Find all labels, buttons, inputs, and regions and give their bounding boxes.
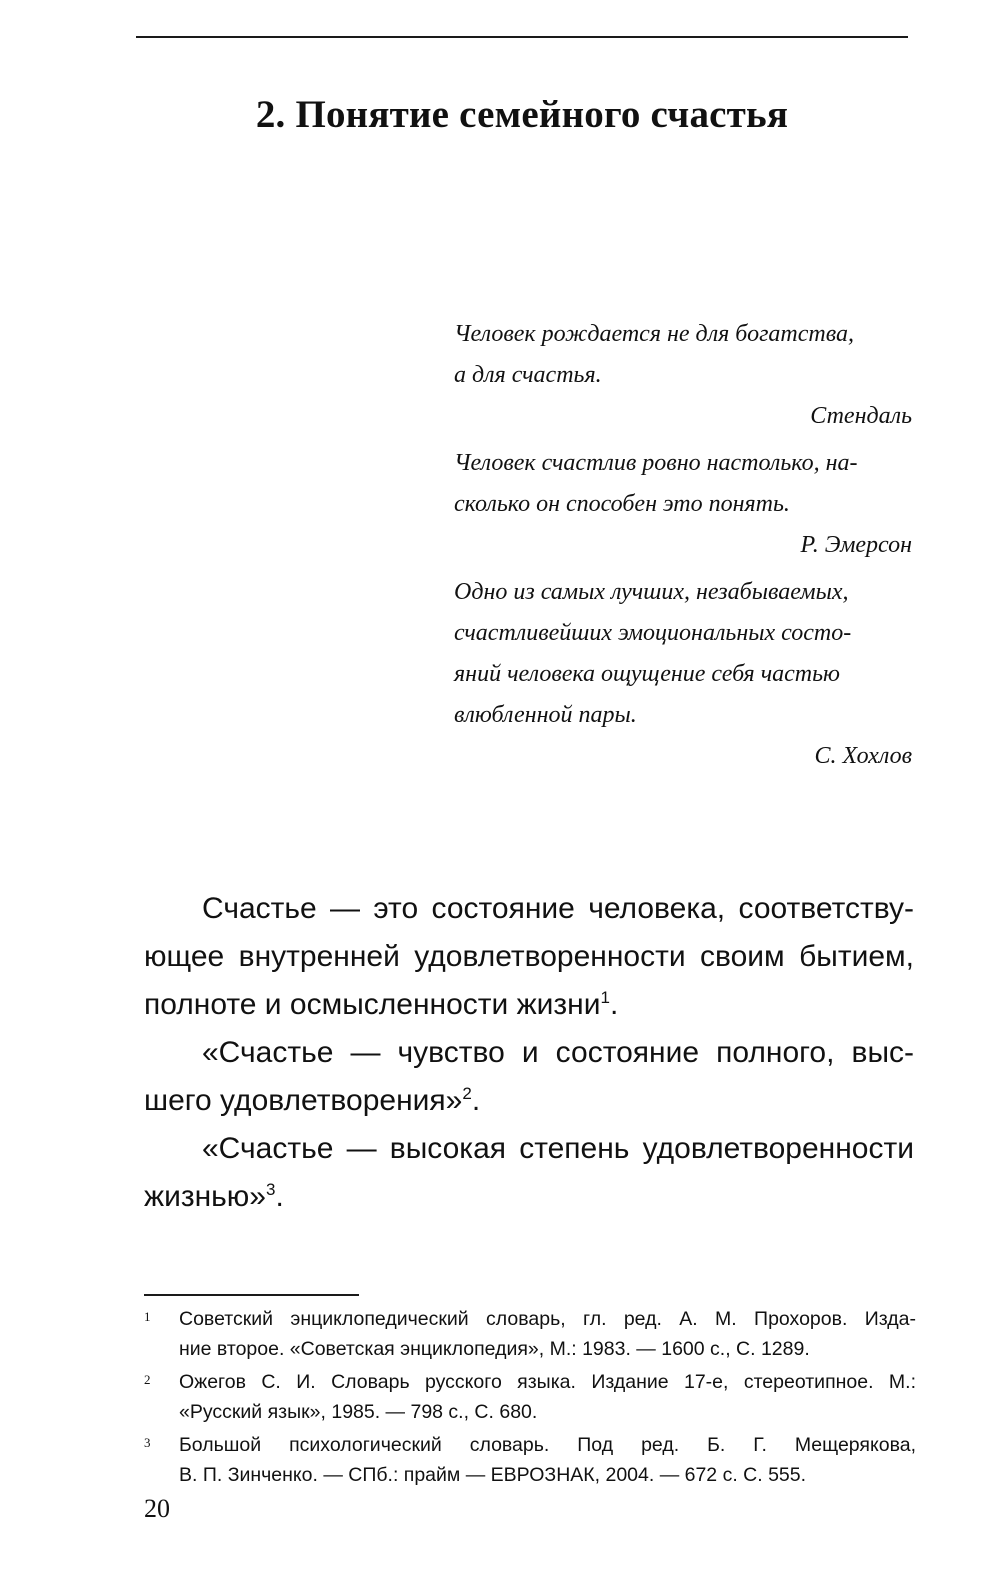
epigraph-author: Р. Эмерсон: [800, 532, 912, 558]
chapter-title: 2. Понятие семейного счастья: [255, 93, 789, 136]
paragraph-line: Счастье — это состояние человека, соответству-: [202, 892, 914, 925]
epigraph-author: Стендаль: [810, 403, 912, 429]
footnote-ref[interactable]: 3: [265, 1180, 276, 1199]
paragraph-line: ющее внутренней удовлетворенности своим бытием,: [144, 940, 914, 973]
footnote-line: Большой психологический словарь. Под ред. Б. Г. Мещерякова,: [179, 1434, 916, 1456]
footnote-rule: [144, 1294, 359, 1296]
paragraph-text: полноте и осмысленности жизни: [144, 988, 601, 1021]
footnote-line: Советский энциклопедический словарь, гл. ред. А. М. Прохоров. Изда-: [179, 1308, 916, 1330]
footnote-2: [144, 1367, 916, 1427]
epigraph-line: Одно из самых лучших, незабываемых,: [454, 579, 849, 605]
epigraph-emerson: [454, 443, 912, 566]
epigraph-line: счастливейших эмоциональных состо-: [454, 620, 852, 646]
footnote-line: ние второе. «Советская энциклопедия», М.: 1983. — 1600 с., С. 1289.: [179, 1338, 810, 1360]
epigraph-line: Человек рождается не для богатства,: [454, 321, 854, 347]
epigraph-khokhlov: [454, 572, 912, 777]
epigraph-author: С. Хохлов: [814, 743, 912, 769]
epigraph-line: сколько он способен это понять.: [454, 491, 790, 517]
paragraph: [144, 1029, 914, 1125]
footnote-marker: 2: [144, 1372, 151, 1387]
paragraph-tail: .: [609, 988, 619, 1021]
paragraph: [144, 885, 914, 1029]
paragraph-tail: .: [471, 1084, 481, 1117]
paragraph-tail: .: [275, 1180, 284, 1213]
footnote-line: Ожегов С. И. Словарь русского языка. Издание 17-е, стереотипное. М.:: [179, 1371, 916, 1393]
paragraph-line: «Счастье — чувство и состояние полного, выс-: [202, 1036, 914, 1069]
epigraph-line: яний человека ощущение себя частью: [454, 661, 840, 687]
epigraph-stendhal: [454, 314, 912, 437]
epigraph-line: Человек счастлив ровно настолько, на-: [454, 450, 858, 476]
epigraphs: [454, 314, 912, 783]
footnotes: [144, 1304, 916, 1493]
paragraph-text: шего удовлетворения»: [144, 1084, 463, 1117]
paragraph-line-last: [144, 1173, 914, 1221]
footnote-marker: 1: [144, 1309, 151, 1324]
header-rule: [136, 36, 908, 38]
paragraph: [144, 1125, 914, 1221]
footnote-marker: 3: [144, 1435, 151, 1450]
footnote-line: «Русский язык», 1985. — 798 с., С. 680.: [179, 1401, 538, 1423]
footnote-ref[interactable]: 1: [600, 988, 610, 1007]
epigraph-line: а для счастья.: [454, 362, 602, 388]
paragraph-line-last: [144, 981, 914, 1029]
page-number: 20: [144, 1494, 170, 1523]
paragraph-text: жизнью»: [144, 1180, 266, 1213]
footnote-3: [144, 1430, 916, 1490]
epigraph-line: влюбленной пары.: [454, 702, 637, 728]
body-text: [144, 885, 914, 1221]
footnote-ref[interactable]: 2: [462, 1084, 472, 1103]
paragraph-line: «Счастье — высокая степень удовлетворенности: [202, 1132, 914, 1165]
footnote-line: В. П. Зинченко. — СПб.: прайм — ЕВРОЗНАК, 2004. — 672 с. С. 555.: [179, 1464, 807, 1486]
paragraph-line-last: [144, 1077, 914, 1125]
footnote-1: [144, 1304, 916, 1364]
